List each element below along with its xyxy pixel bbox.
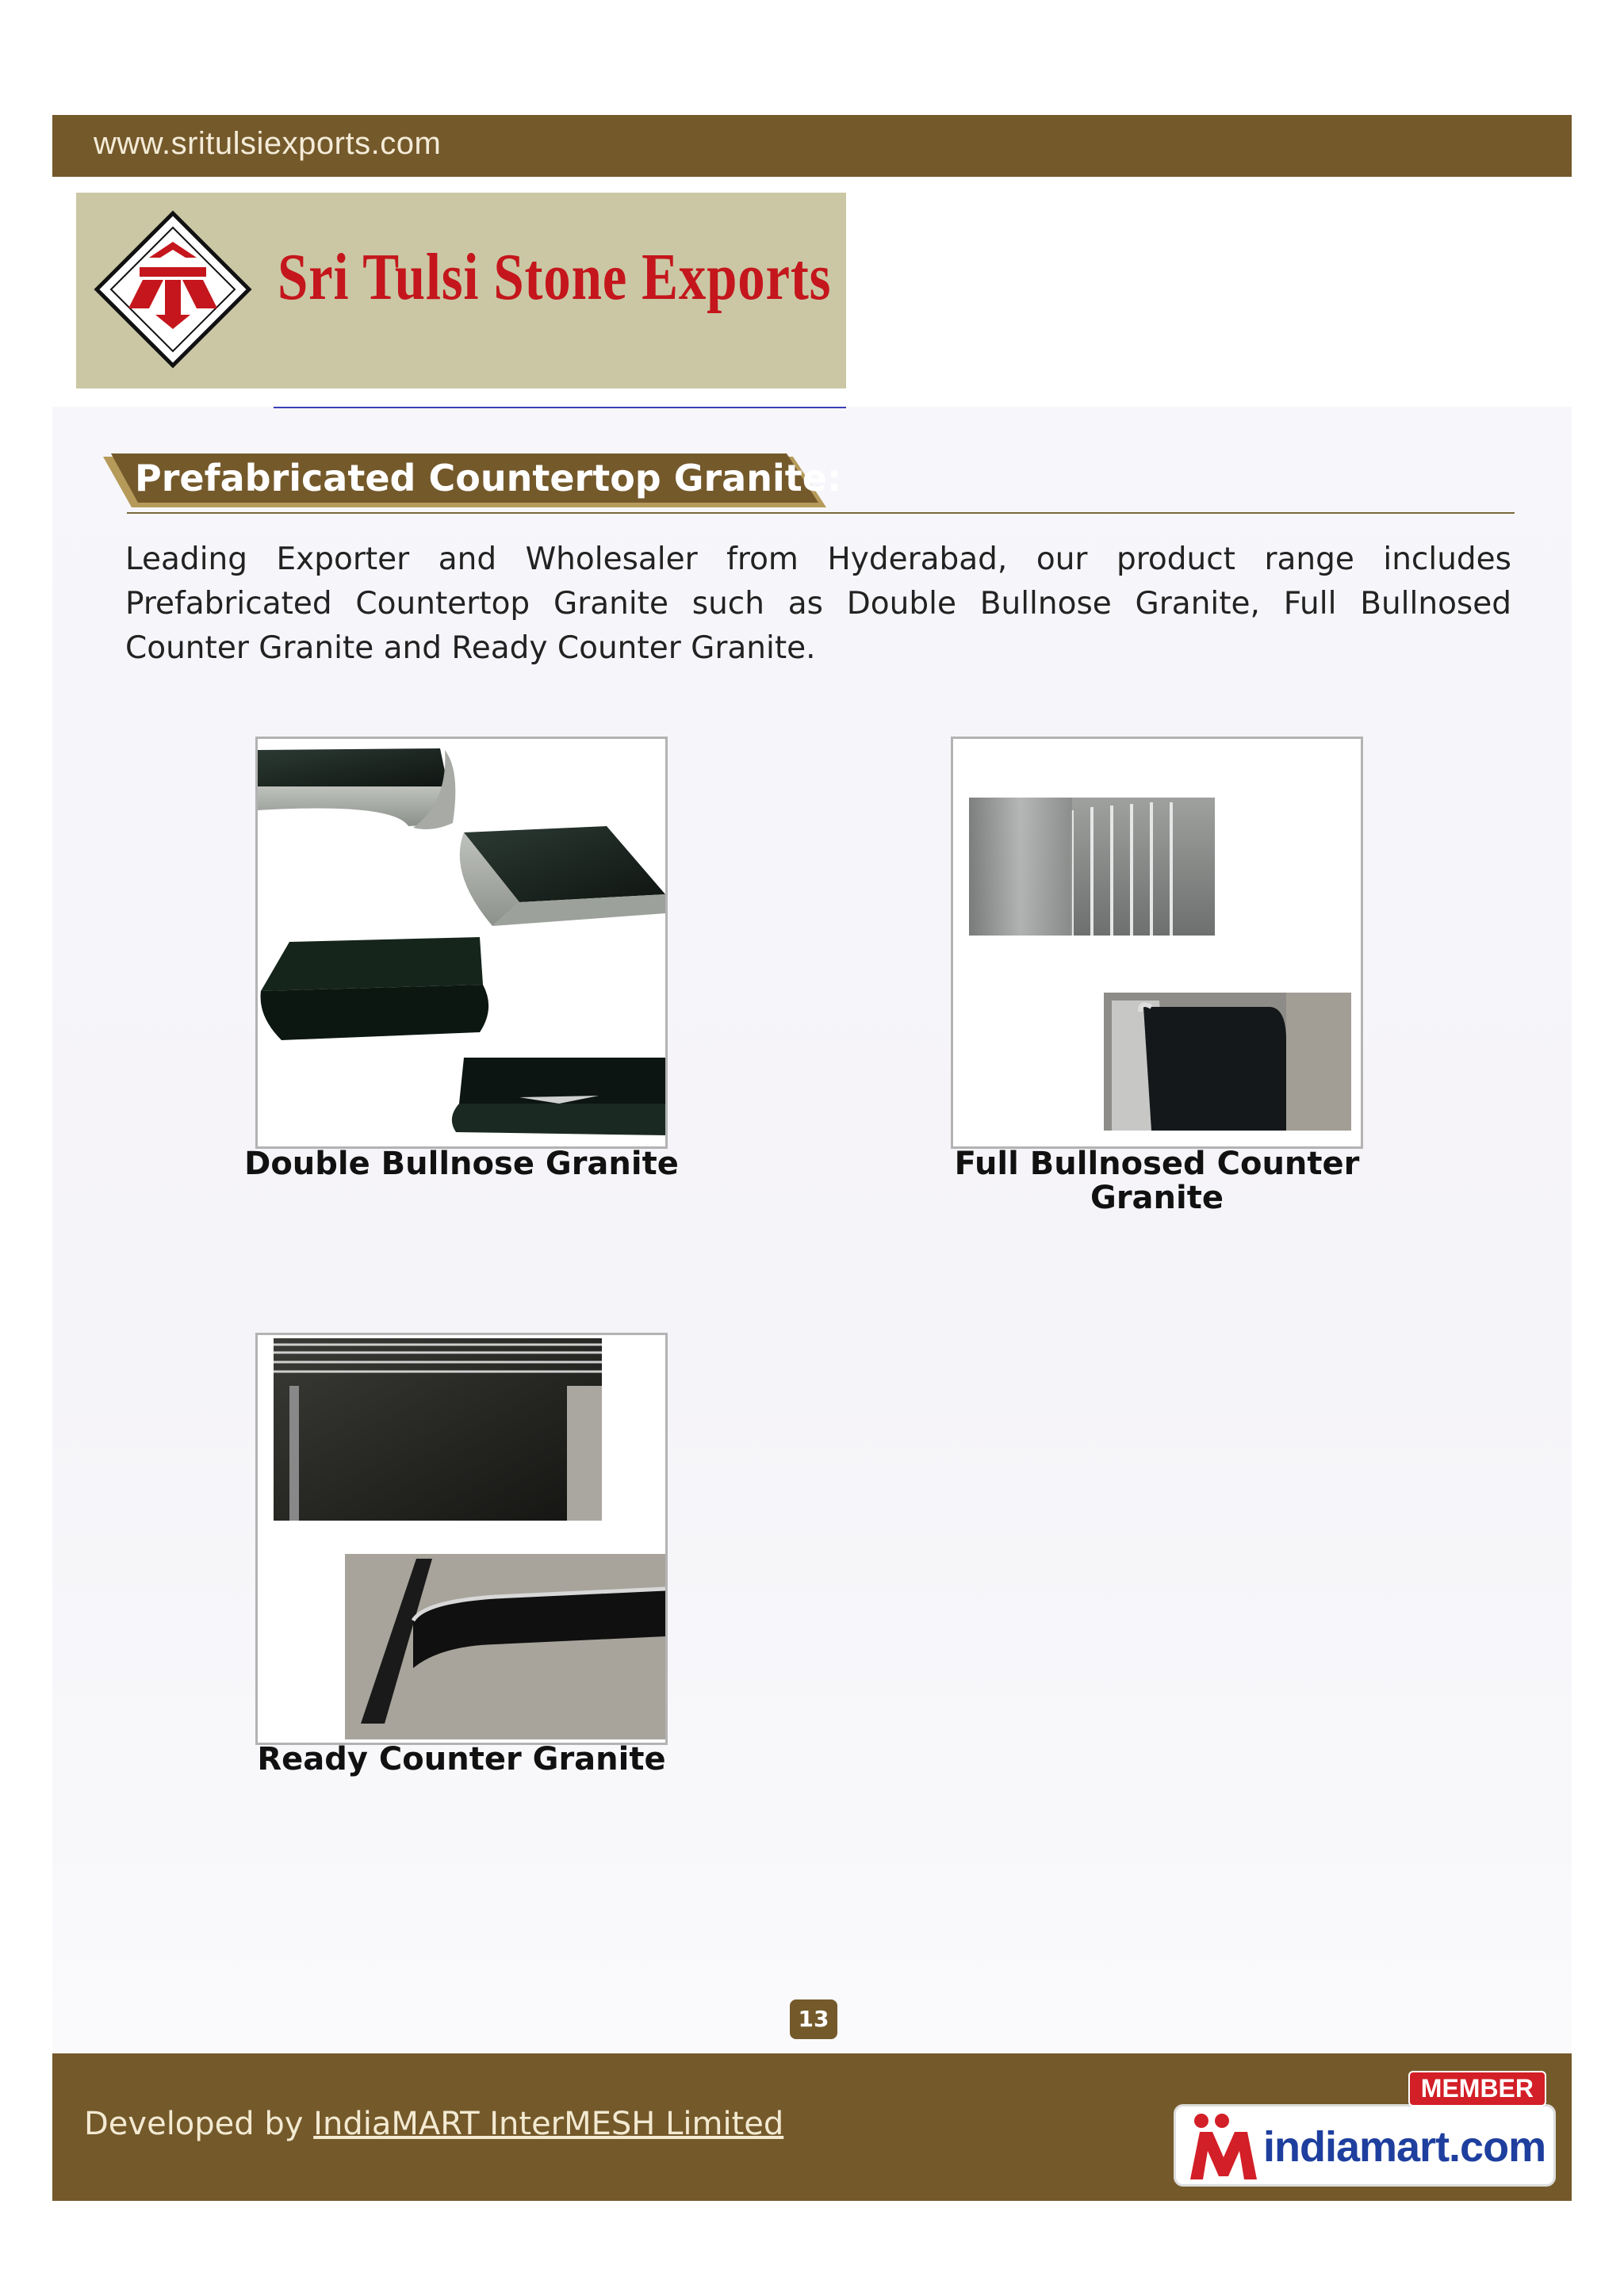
- indiamart-member-badge[interactable]: [1174, 2071, 1556, 2187]
- member-tag: MEMBER: [1408, 2071, 1546, 2107]
- page-number: 13: [790, 1999, 837, 2039]
- product-caption-ready-counter: Ready Counter Granite: [257, 1741, 666, 1777]
- double-bullnose-photo: [258, 739, 665, 1146]
- company-logo: [76, 193, 846, 388]
- product-caption-full-bullnosed: Full Bullnosed Counter Granite: [954, 1146, 1360, 1216]
- section-title: Prefabricated Countertop Granite:: [135, 457, 842, 499]
- indiamart-logo: [1174, 2104, 1556, 2187]
- product-image-full-bullnosed[interactable]: [951, 737, 1363, 1149]
- footer-bar: [52, 2053, 1572, 2201]
- product-image-double-bullnose[interactable]: [255, 737, 668, 1149]
- product-image-ready-counter[interactable]: [255, 1333, 668, 1745]
- logo-diamond-icon: [94, 210, 252, 369]
- section-divider: [127, 512, 1515, 514]
- developer-link[interactable]: IndiaMART InterMESH Limited: [313, 2106, 784, 2142]
- product-caption-double-bullnose: Double Bullnose Granite: [244, 1146, 679, 1182]
- top-bar: [52, 115, 1572, 177]
- logo-underline: [274, 407, 846, 408]
- site-url[interactable]: www.sritulsiexports.com: [94, 126, 442, 161]
- developed-by-text: [84, 2106, 783, 2142]
- developed-by-label: Developed by: [84, 2106, 304, 2142]
- full-bullnosed-photo: [953, 739, 1361, 1146]
- company-name: Sri Tulsi Stone Exports: [278, 240, 832, 314]
- indiamart-wordmark: indiamart.com: [1263, 2123, 1546, 2171]
- intro-paragraph: Leading Exporter and Wholesaler from Hyderabad, our product range includes Prefabricated Countertop Granite such as Double Bullnose Granite, Full Bullnosed Counter Granite and Ready Counter Granite.: [125, 541, 1511, 666]
- ready-counter-photo: [258, 1335, 665, 1743]
- indiamart-m-icon: [1184, 2108, 1263, 2184]
